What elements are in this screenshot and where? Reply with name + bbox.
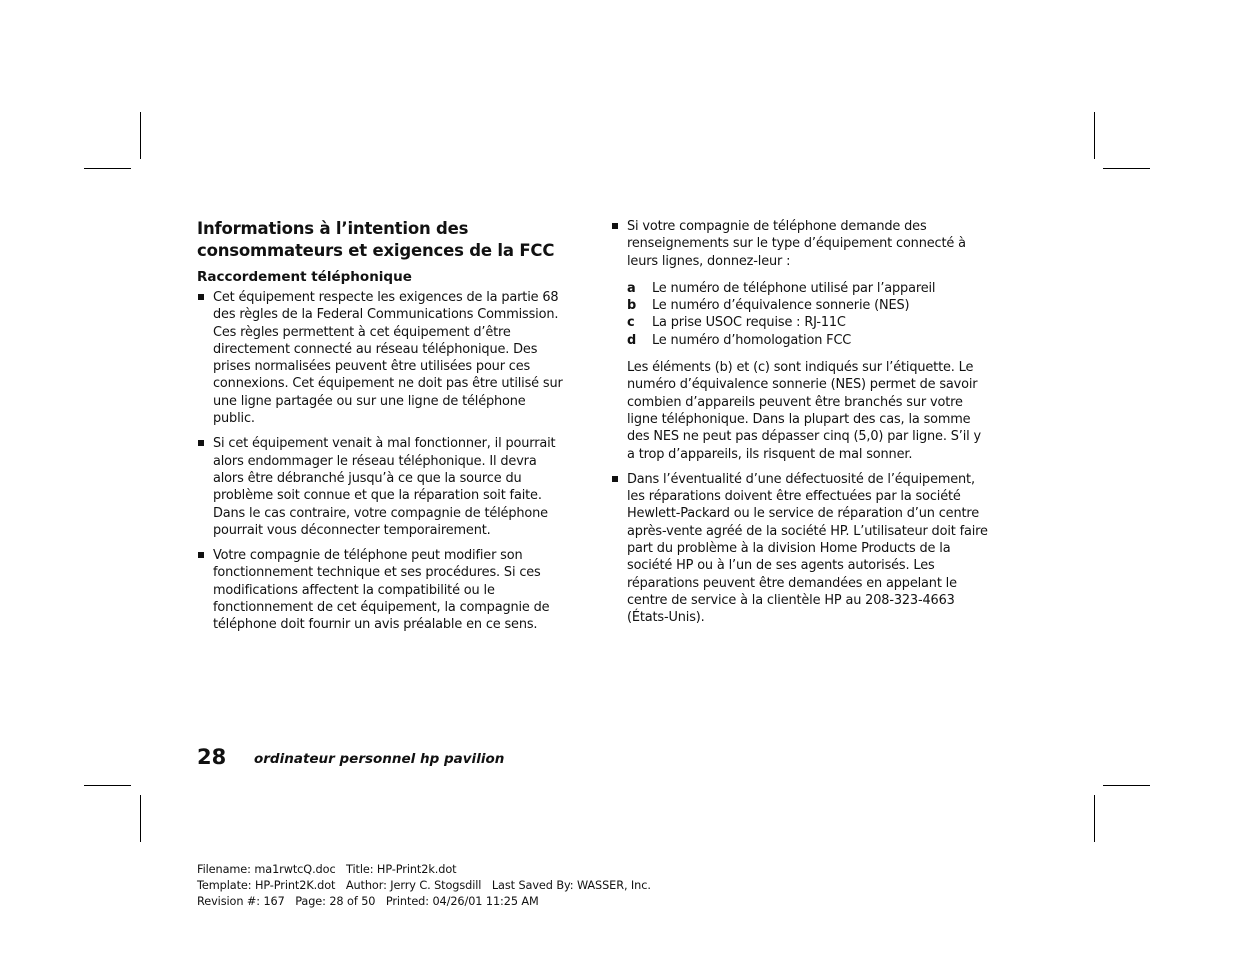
running-footer-title: ordinateur personnel hp pavilion (254, 751, 505, 767)
crop-mark-bottom-left-vertical (140, 795, 141, 842)
lettered-list-item (627, 314, 991, 331)
crop-mark-bottom-right-horizontal (1103, 785, 1150, 786)
file-metadata (197, 862, 651, 910)
lettered-list-item (627, 280, 991, 297)
list-letter: c (627, 315, 635, 331)
list-letter: d (627, 332, 637, 348)
page-number: 28 (197, 745, 227, 769)
metadata-line: Revision #: 167 Page: 28 of 50 Printed: 04/26/01 11:25 AM (197, 895, 539, 908)
square-bullet-icon (198, 294, 204, 300)
bullet-text: Votre compagnie de téléphone peut modifier son fonctionnement technique et ses procédures. Si ces modifications affectent la compatibilité ou le fonctionnement de cet équipement, la compagnie de téléphone doit fournir un avis préalable en ce sens. (213, 548, 550, 633)
list-letter: a (627, 280, 636, 296)
note-paragraph: Les éléments (b) et (c) sont indiqués sur l’étiquette. Le numéro d’équivalence sonnerie (NES) permet de savoir combien d’appareils peuvent être branchés sur votre ligne téléphonique. Dans la plupart des cas, la somme des NES ne peut pas dépasser cinq (5,0) par ligne. S’il y a trop d’appareils, ils risquent de mal sonner. (627, 360, 981, 462)
metadata-line: Filename: ma1rwtcQ.doc Title: HP-Print2k.dot (197, 863, 457, 876)
right-column (611, 218, 991, 627)
bullet-text: Si cet équipement venait à mal fonctionner, il pourrait alors endommager le réseau téléphonique. Il devra alors être débranché jusqu’à ce que la source du problème soit connue et que la réparation soit faite. Dans le cas contraire, votre compagnie de téléphone pourrait vous déconnecter temporairement. (213, 436, 556, 538)
list-item-text: Le numéro d’homologation FCC (652, 332, 852, 348)
square-bullet-icon (198, 440, 204, 446)
list-item-text: La prise USOC requise : RJ-11C (652, 315, 846, 331)
square-bullet-icon (198, 552, 204, 558)
bullet-item (611, 218, 991, 463)
section-title-line-2: consommateurs et exigences de la FCC (197, 241, 555, 260)
crop-mark-top-right-horizontal (1103, 168, 1150, 169)
crop-mark-top-left-vertical (140, 112, 141, 159)
left-column (197, 218, 567, 634)
list-item-text: Le numéro de téléphone utilisé par l’appareil (652, 280, 936, 296)
lettered-list-item (627, 297, 991, 314)
list-item-text: Le numéro d’équivalence sonnerie (NES) (652, 298, 910, 314)
bullet-item (197, 435, 567, 539)
bullet-text: Dans l’éventualité d’une défectuosité de l’équipement, les réparations doivent être effectuées par la société Hewlett-Packard ou le service de réparation d’un centre après-vente agréé de la société HP. L’utilisateur doit faire part du problème à la division Home Products de la société HP ou à l’un de ses agents autorisés. Les réparations peuvent être demandées en appelant le centre de service à la clientèle HP au 208-323-4663 (États-Unis). (627, 471, 988, 626)
bullet-item (611, 471, 991, 627)
lettered-list-item (627, 332, 991, 349)
section-title (197, 218, 567, 262)
bullet-item (197, 289, 567, 427)
list-letter: b (627, 298, 637, 314)
metadata-line: Template: HP-Print2K.dot Author: Jerry C. Stogsdill Last Saved By: WASSER, Inc. (197, 879, 651, 892)
crop-mark-bottom-right-vertical (1094, 795, 1095, 842)
crop-mark-bottom-left-horizontal (84, 785, 131, 786)
subheading: Raccordement téléphonique (197, 269, 412, 285)
bullet-text: Cet équipement respecte les exigences de la partie 68 des règles de la Federal Communications Commission. Ces règles permettent à cet équipement d’être directement connecté au réseau téléphonique. Des prises normalisées peuvent être utilisées pour ces connexions. Cet équipement ne doit pas être utilisé sur une ligne partagée ou sur une ligne de téléphone public. (213, 290, 563, 427)
lettered-list (627, 280, 991, 349)
section-title-line-1: Informations à l’intention des (197, 219, 469, 238)
square-bullet-icon (612, 223, 618, 229)
crop-mark-top-left-horizontal (84, 168, 131, 169)
bullet-text: Si votre compagnie de téléphone demande des renseignements sur le type d’équipement connecté à leurs lignes, donnez-leur : (627, 219, 966, 269)
bullet-item (197, 547, 567, 633)
crop-mark-top-right-vertical (1094, 112, 1095, 159)
square-bullet-icon (612, 476, 618, 482)
